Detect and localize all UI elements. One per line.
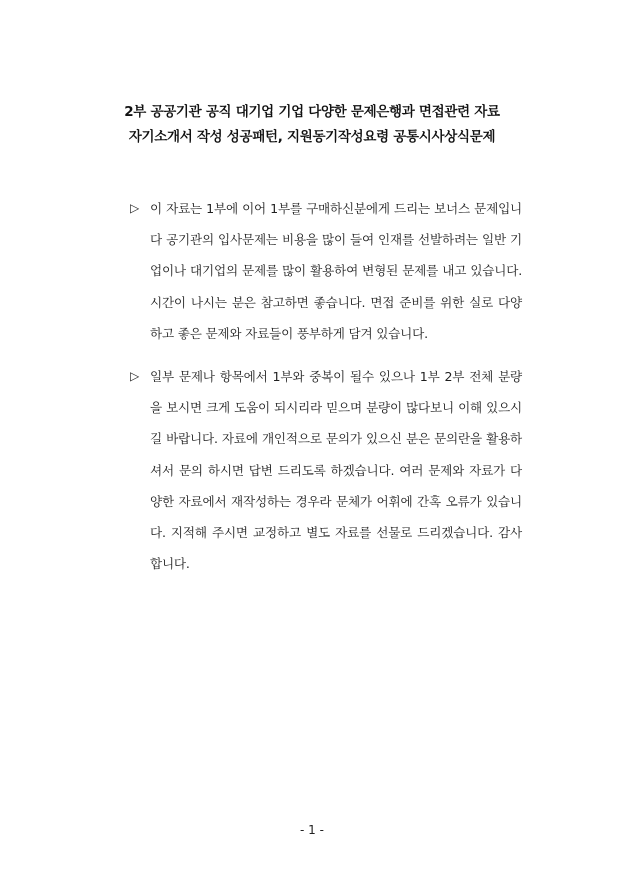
paragraph-2 bbox=[130, 361, 522, 579]
document-title bbox=[0, 100, 624, 150]
paragraph-2-text: 일부 문제나 항목에서 1부와 중복이 될수 있으나 1부 2부 전체 분량을 보시면 크게 도움이 되시리라 믿으며 분량이 많다보니 이해 있으시길 바랍니다. 자료에 개인적으로 문의가 있으신 분은 문의란을 활용하셔서 문의 하시면 답변 드리도록 하겠습니다. 여러 문제와 자료가 다양한 자료에서 재작성하는 경우라 문체가 어휘에 간혹 오류가 있습니다. 지적해 주시면 교정하고 별도 자료를 선물로 드리겠습니다. 감사합니다. bbox=[150, 369, 522, 572]
paragraph-block-1 bbox=[130, 193, 522, 349]
paragraph-1-text: 이 자료는 1부에 이어 1부를 구매하신분에게 드리는 보너스 문제입니다 공기관의 입사문제는 비용을 많이 들여 인재를 선발하려는 일반 기업이나 대기업의 문제를 많이 활용하여 변형된 문제를 내고 있습니다. 시간이 나시는 분은 참고하면 좋습니다. 면접 준비를 위한 실로 다양하고 좋은 문제와 자료들이 풍부하게 담겨 있습니다. bbox=[150, 201, 522, 341]
title-line-1: 2부 공공기관 공직 대기업 기업 다양한 문제은행과 면접관련 자료 bbox=[124, 104, 500, 120]
bullet-triangle-icon: ▷ bbox=[130, 201, 140, 215]
paragraph-1 bbox=[130, 193, 522, 349]
bullet-triangle-icon: ▷ bbox=[130, 369, 140, 383]
page-number: - 1 - bbox=[300, 823, 324, 837]
title-line-2: 자기소개서 작성 성공패턴, 지원동기작성요령 공통시사상식문제 bbox=[128, 129, 496, 145]
paragraph-block-2 bbox=[130, 361, 522, 579]
